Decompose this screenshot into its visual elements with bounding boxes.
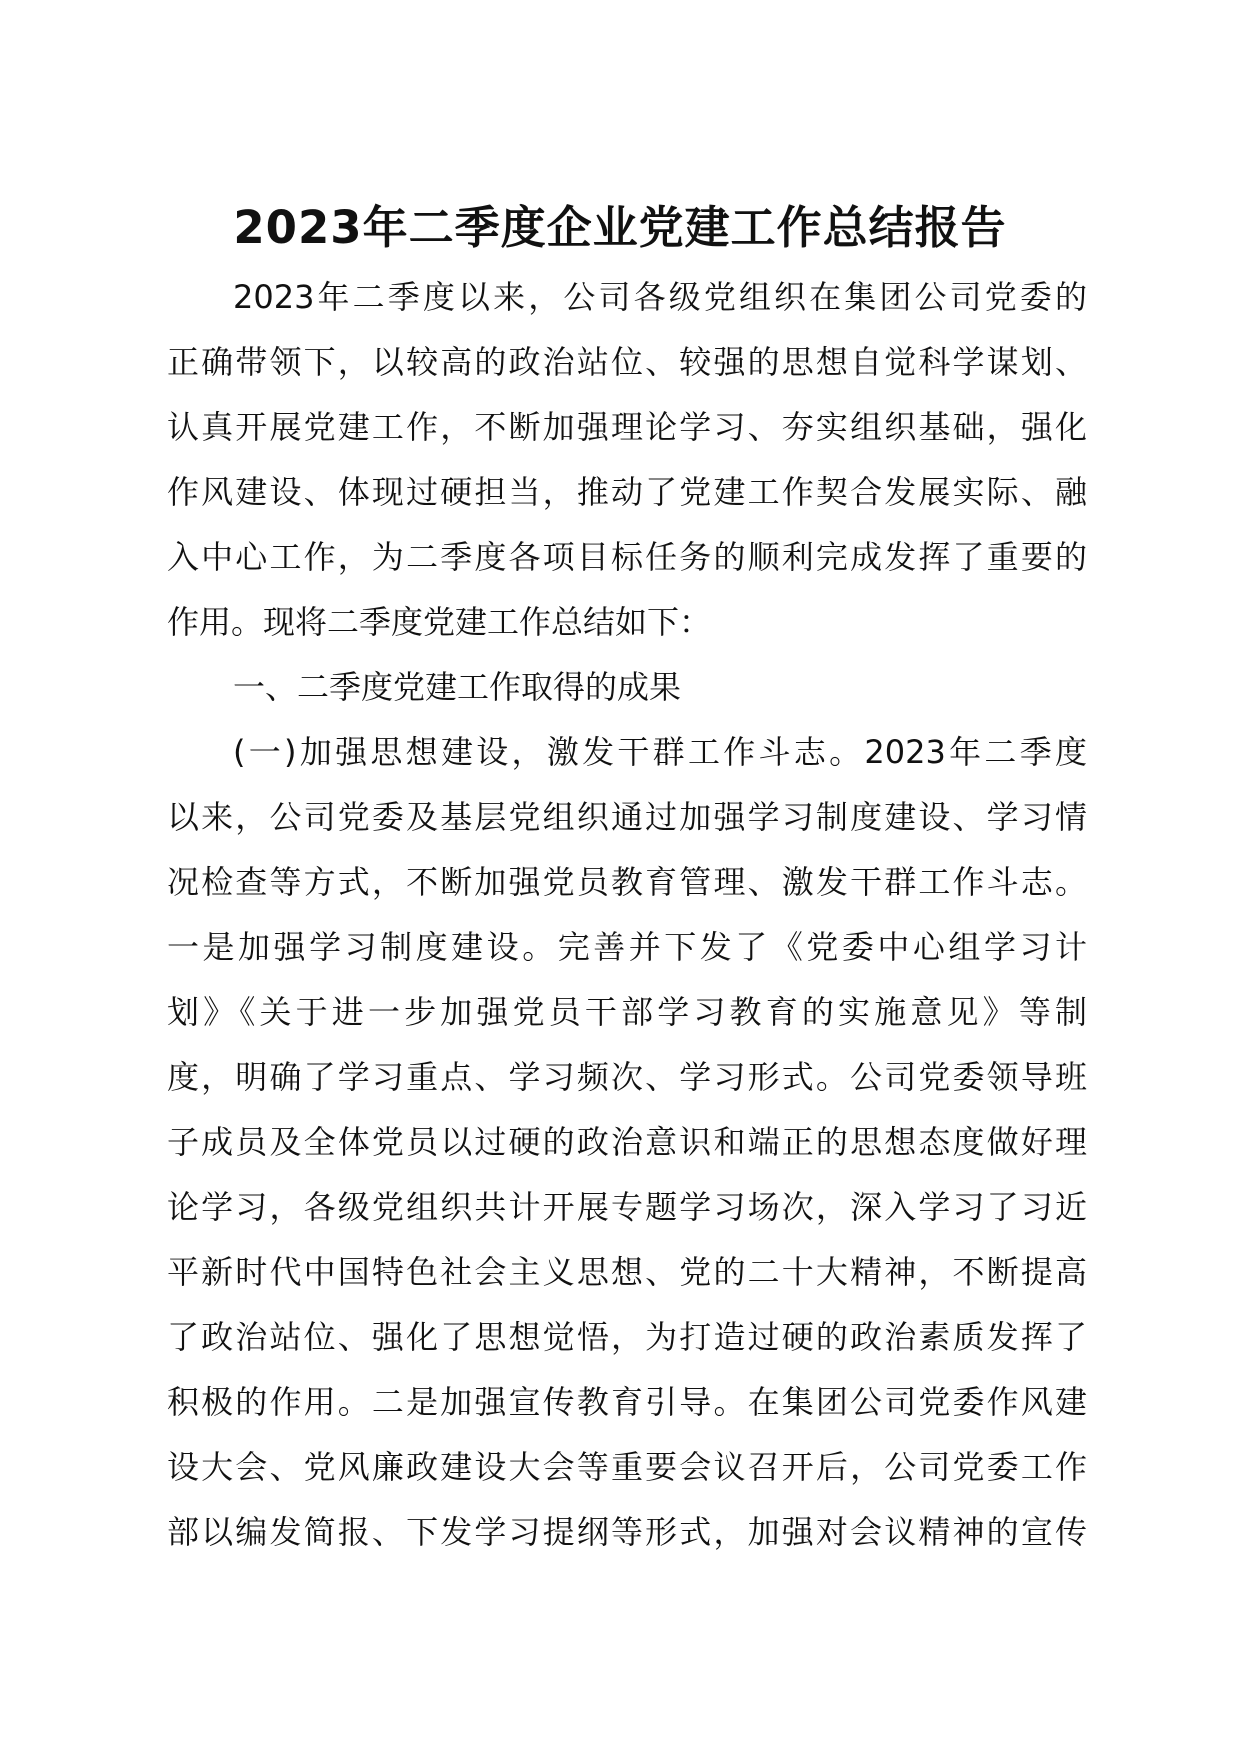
- text-line: 以来，公司党委及基层党组织通过加强学习制度建设、学习情: [167, 798, 1087, 836]
- text-line: 一、二季度党建工作取得的成果: [233, 668, 682, 706]
- text-line: 度，明确了学习重点、学习频次、学习形式。公司党委领导班: [167, 1058, 1087, 1096]
- text-line: 论学习，各级党组织共计开展专题学习场次，深入学习了习近: [167, 1188, 1087, 1226]
- text-line: 部以编发简报、下发学习提纲等形式，加强对会议精神的宣传: [167, 1513, 1087, 1551]
- text-line: 2023年二季度以来，公司各级党组织在集团公司党委的: [233, 278, 1087, 316]
- text-line: 认真开展党建工作，不断加强理论学习、夯实组织基础，强化: [167, 408, 1087, 446]
- text-line: 平新时代中国特色社会主义思想、党的二十大精神，不断提高: [167, 1253, 1087, 1291]
- text-line: 作风建设、体现过硬担当，推动了党建工作契合发展实际、融: [167, 473, 1087, 511]
- text-line: 入中心工作，为二季度各项目标任务的顺利完成发挥了重要的: [167, 538, 1087, 576]
- document-body: [167, 265, 1087, 1565]
- text-line: 一是加强学习制度建设。完善并下发了《党委中心组学习计: [167, 928, 1087, 966]
- document-title: 2023年二季度企业党建工作总结报告: [233, 201, 1007, 254]
- text-line: 作用。现将二季度党建工作总结如下：: [167, 603, 712, 641]
- text-line: 正确带领下，以较高的政治站位、较强的思想自觉科学谋划、: [167, 343, 1087, 381]
- text-line: 设大会、党风廉政建设大会等重要会议召开后，公司党委工作: [167, 1448, 1087, 1486]
- text-line: 况检查等方式，不断加强党员教育管理、激发干群工作斗志。: [167, 863, 1087, 901]
- text-line: 划》《关于进一步加强党员干部学习教育的实施意见》等制: [167, 993, 1087, 1031]
- text-line: 了政治站位、强化了思想觉悟，为打造过硬的政治素质发挥了: [167, 1318, 1087, 1356]
- text-line: (一)加强思想建设，激发干群工作斗志。2023年二季度: [233, 733, 1087, 771]
- text-line: 积极的作用。二是加强宣传教育引导。在集团公司党委作风建: [167, 1383, 1087, 1421]
- text-line: 子成员及全体党员以过硬的政治意识和端正的思想态度做好理: [167, 1123, 1087, 1161]
